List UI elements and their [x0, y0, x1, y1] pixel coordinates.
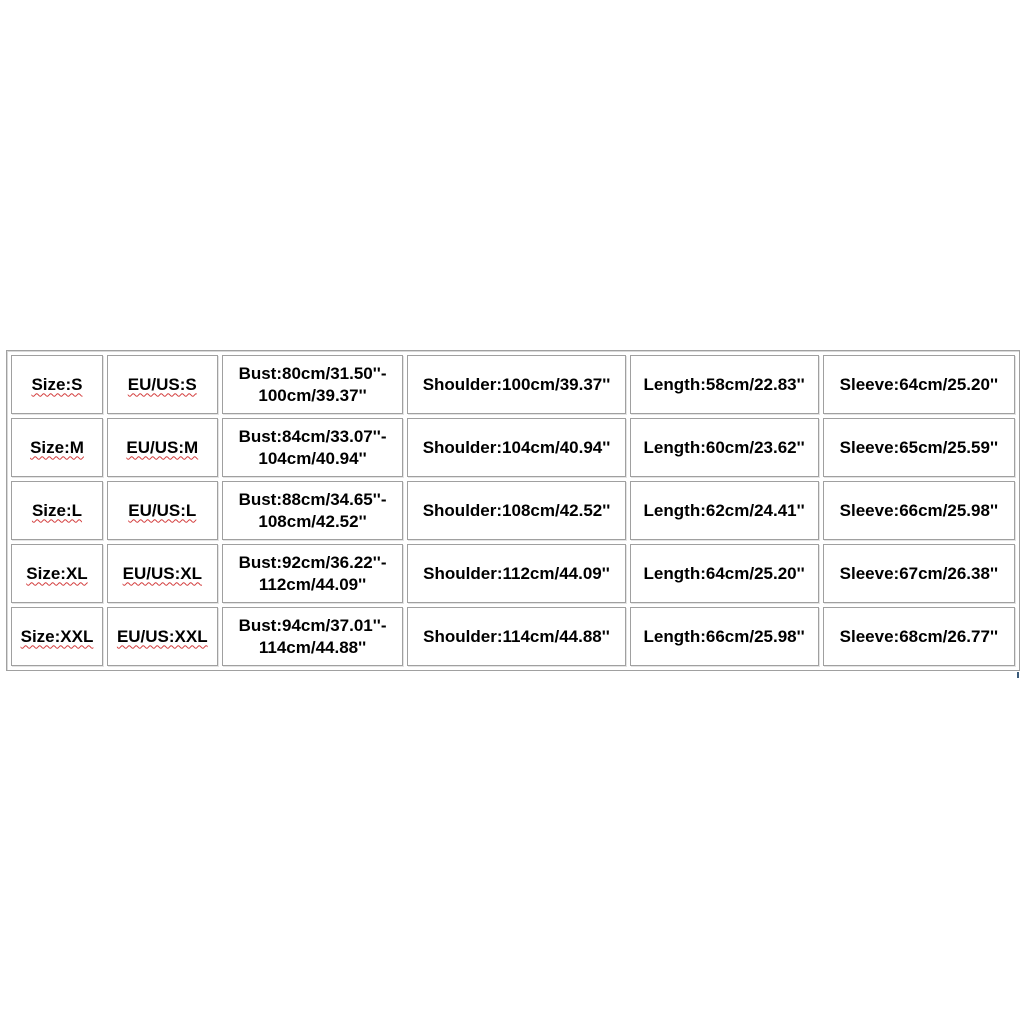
eu-us-cell — [107, 418, 218, 477]
size-label: Size:M — [30, 437, 84, 457]
sleeve-label: Sleeve:67cm/26.38'' — [839, 563, 999, 583]
size-label: Size:XXL — [20, 626, 94, 646]
shoulder-label: Shoulder:100cm/39.37'' — [422, 374, 611, 394]
bust-line-1: Bust:88cm/34.65''- — [238, 489, 387, 509]
sleeve-cell — [823, 481, 1015, 540]
bust-line-2: 108cm/42.52'' — [258, 511, 367, 531]
bust-cell — [222, 355, 404, 414]
shoulder-cell — [407, 544, 625, 603]
sleeve-cell — [823, 544, 1015, 603]
size-cell — [11, 607, 103, 666]
shoulder-label: Shoulder:112cm/44.09'' — [423, 563, 610, 583]
size-label: Size:XL — [26, 563, 88, 583]
shoulder-cell — [407, 418, 625, 477]
table-row — [11, 418, 1015, 477]
eu-us-cell — [107, 607, 218, 666]
size-cell — [11, 481, 103, 540]
table-row — [11, 607, 1015, 666]
bust-cell — [222, 544, 404, 603]
length-cell — [630, 355, 819, 414]
bust-line-1: Bust:80cm/31.50''- — [238, 363, 387, 383]
sleeve-label: Sleeve:65cm/25.59'' — [839, 437, 999, 457]
size-cell — [11, 544, 103, 603]
shoulder-cell — [407, 481, 625, 540]
bust-cell — [222, 481, 404, 540]
size-label: Size:S — [31, 374, 83, 394]
size-cell — [11, 355, 103, 414]
sleeve-cell — [823, 607, 1015, 666]
eu-us-label: EU/US:XL — [122, 563, 202, 583]
eu-us-label: EU/US:XXL — [116, 626, 208, 646]
length-label: Length:58cm/22.83'' — [643, 374, 805, 394]
bust-line-2: 114cm/44.88'' — [258, 637, 367, 657]
bust-line-2: 104cm/40.94'' — [258, 448, 367, 468]
length-label: Length:66cm/25.98'' — [643, 626, 805, 646]
shoulder-label: Shoulder:104cm/40.94'' — [422, 437, 611, 457]
sleeve-label: Sleeve:68cm/26.77'' — [839, 626, 999, 646]
edge-marker — [1017, 672, 1019, 678]
shoulder-cell — [407, 607, 625, 666]
bust-line-1: Bust:84cm/33.07''- — [238, 426, 387, 446]
length-cell — [630, 481, 819, 540]
table-row — [11, 481, 1015, 540]
eu-us-cell — [107, 481, 218, 540]
length-label: Length:62cm/24.41'' — [643, 500, 805, 520]
eu-us-label: EU/US:M — [126, 437, 199, 457]
bust-line-1: Bust:94cm/37.01''- — [238, 615, 387, 635]
shoulder-label: Shoulder:108cm/42.52'' — [422, 500, 611, 520]
bust-cell — [222, 607, 404, 666]
length-label: Length:60cm/23.62'' — [643, 437, 805, 457]
eu-us-cell — [107, 355, 218, 414]
shoulder-label: Shoulder:114cm/44.88'' — [423, 626, 610, 646]
eu-us-label: EU/US:S — [127, 374, 197, 394]
eu-us-label: EU/US:L — [128, 500, 197, 520]
bust-line-2: 112cm/44.09'' — [258, 574, 367, 594]
length-cell — [630, 418, 819, 477]
shoulder-cell — [407, 355, 625, 414]
table-row — [11, 544, 1015, 603]
sleeve-label: Sleeve:66cm/25.98'' — [839, 500, 999, 520]
length-cell — [630, 544, 819, 603]
sleeve-cell — [823, 418, 1015, 477]
bust-line-1: Bust:92cm/36.22''- — [238, 552, 387, 572]
length-cell — [630, 607, 819, 666]
eu-us-cell — [107, 544, 218, 603]
size-chart-table — [6, 350, 1020, 671]
length-label: Length:64cm/25.20'' — [643, 563, 805, 583]
bust-line-2: 100cm/39.37'' — [258, 385, 367, 405]
size-cell — [11, 418, 103, 477]
table-row — [11, 355, 1015, 414]
sleeve-cell — [823, 355, 1015, 414]
sleeve-label: Sleeve:64cm/25.20'' — [839, 374, 999, 394]
bust-cell — [222, 418, 404, 477]
size-label: Size:L — [31, 500, 83, 520]
